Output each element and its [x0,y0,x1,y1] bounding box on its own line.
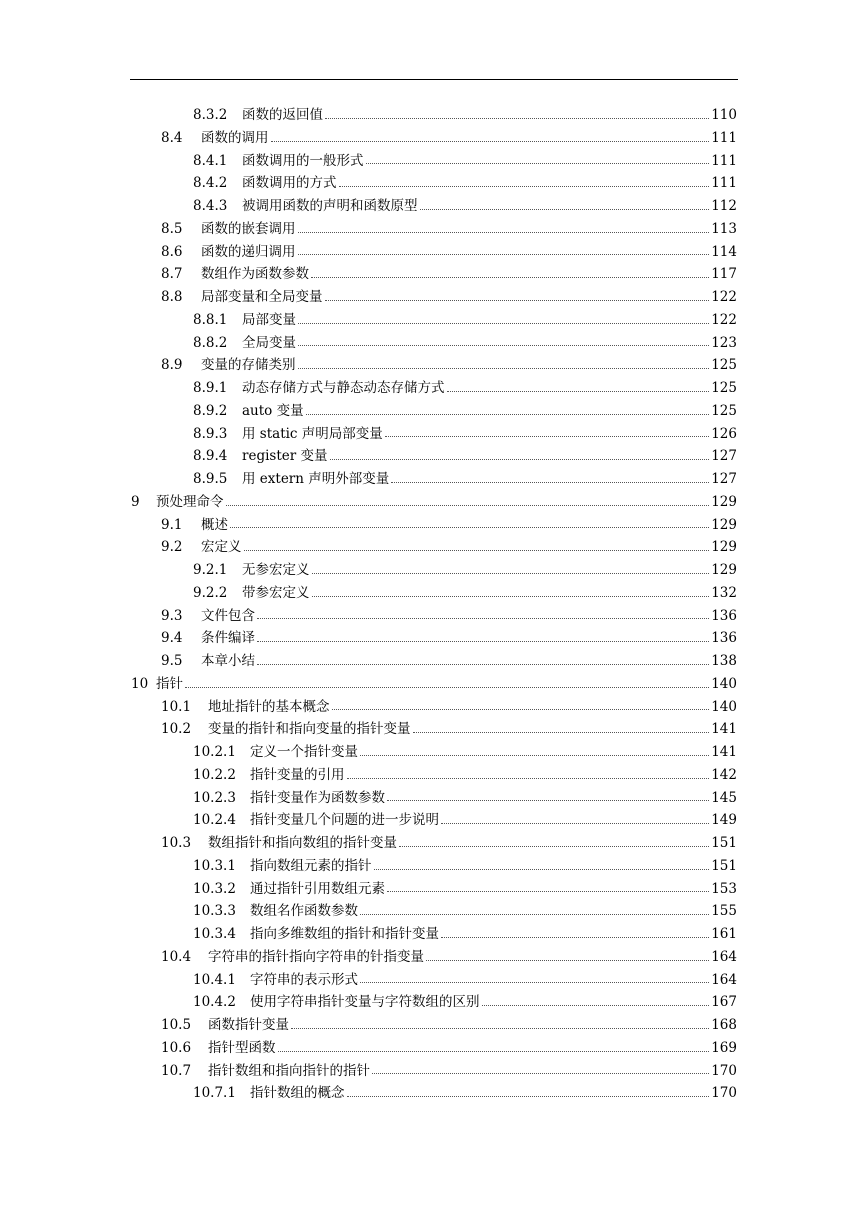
toc-entry-title: 指针数组和指向指针的指针 [208,1062,370,1079]
toc-entry-page: 151 [711,835,737,851]
toc-entry-page: 141 [711,744,737,760]
toc-entry-page: 169 [711,1039,737,1056]
dot-leader [325,118,709,119]
toc-entry-title: 指针 [156,675,183,692]
dot-leader [366,163,710,164]
toc-entry-title: 动态存储方式与静态动态存储方式 [242,380,445,396]
toc-entry-title: 函数调用的一般形式 [242,152,364,169]
dot-leader [311,277,709,278]
toc-entry-title: 条件编译 [201,630,255,647]
toc-entry-title: 指针型函数 [208,1039,276,1056]
toc-entry-page: 110 [711,107,737,123]
toc-entry-number: 8.5 [161,220,183,237]
dot-leader [374,869,710,870]
toc-entry-page: 125 [711,357,737,374]
toc-entry[interactable] [0,718,737,741]
toc-entry-page: 164 [711,948,737,965]
toc-entry-number: 9.2.2 [193,584,228,601]
toc-entry[interactable] [0,946,737,969]
toc-entry-page: 138 [711,653,737,669]
toc-entry-number: 8.9.3 [193,425,228,442]
toc-entry[interactable] [0,605,737,628]
toc-entry-number: 10.4 [161,948,192,965]
toc-entry-title: 指向多维数组的指针和指针变量 [250,926,439,942]
toc-entry[interactable] [0,309,737,332]
toc-entry-number: 10.5 [161,1017,192,1033]
toc-entry-title: 字符串的指针指向字符串的针指变量 [208,948,424,965]
toc-entry-number: 10.3.4 [193,926,236,942]
dot-leader [244,550,710,551]
toc-entry[interactable] [0,423,737,446]
toc-entry-page: 125 [711,380,737,396]
toc-entry-page: 167 [711,994,737,1011]
dot-leader [372,1073,709,1074]
toc-entry-number: 9.4 [161,630,183,647]
toc-entry-number: 9.2 [161,539,183,556]
toc-entry-title: 宏定义 [201,539,242,556]
toc-entry-title: 指向数组元素的指针 [250,857,372,874]
dot-leader [257,664,709,665]
dot-leader [426,960,709,961]
toc-entry-title: 使用字符串指针变量与字符数组的区别 [250,994,480,1011]
dot-leader [298,254,710,255]
toc-entry-title: 被调用函数的声明和函数原型 [242,198,418,214]
toc-entry-page: 123 [711,334,737,351]
toc-entry[interactable] [0,218,737,241]
dot-leader [306,414,710,415]
toc-entry-page: 136 [711,630,737,647]
toc-entry[interactable] [0,673,737,696]
toc-entry[interactable] [0,969,737,992]
toc-entry-title: 数组作为函数参数 [201,266,309,283]
toc-entry-page: 111 [711,152,737,169]
toc-entry-number: 10.3 [161,835,192,851]
dot-leader [420,209,710,210]
toc-entry[interactable] [0,286,737,309]
toc-entry-number: 8.8.1 [193,311,228,328]
dot-leader [391,482,709,483]
toc-entry[interactable] [0,468,737,491]
dot-leader [257,641,709,642]
toc-entry-page: 127 [711,471,737,487]
toc-entry-page: 170 [711,1085,737,1102]
toc-entry-page: 136 [711,607,737,624]
toc-entry-title: 函数指针变量 [208,1017,289,1033]
dot-leader [230,527,709,528]
toc-entry[interactable] [0,900,737,923]
toc-entry-page: 132 [711,584,737,601]
toc-entry-number: 10.2.1 [193,744,236,760]
toc-entry[interactable] [0,263,737,286]
toc-entry-title: auto 变量 [242,402,304,419]
toc-entry-title: 函数的嵌套调用 [201,220,296,237]
dot-leader [257,618,709,619]
toc-entry-page: 117 [711,266,737,283]
toc-entry-title: 文件包含 [201,607,255,624]
toc-entry-title: 指针变量作为函数参数 [250,789,385,806]
toc-entry-page: 114 [711,243,737,260]
dot-leader [360,755,709,756]
toc-entry-page: 129 [711,539,737,556]
toc-entry[interactable] [0,855,737,878]
dot-leader [413,732,710,733]
toc-entry-number: 8.9.1 [193,380,228,396]
toc-entry-page: 125 [711,402,737,419]
toc-entry[interactable] [0,491,737,514]
toc-entry-title: 指针变量的引用 [250,766,345,783]
toc-entry-number: 8.3.2 [193,107,228,123]
toc-entry[interactable] [0,582,737,605]
toc-entry[interactable] [0,923,737,946]
dot-leader [330,459,710,460]
dot-leader [325,300,710,301]
toc-entry-number: 8.8 [161,289,183,305]
toc-entry-title: 带参宏定义 [242,584,310,601]
toc-entry-page: 151 [711,857,737,874]
toc-entry-page: 170 [711,1062,737,1079]
toc-entry-number: 10.7 [161,1062,192,1079]
toc-entry-page: 140 [711,698,737,715]
toc-entry-number: 8.8.2 [193,334,228,351]
toc-entry-page: 164 [711,971,737,988]
toc-entry-page: 122 [711,311,737,328]
toc-entry-title: 概述 [201,516,228,533]
dot-leader [360,914,709,915]
toc-entry-number: 8.6 [161,243,183,260]
toc-entry[interactable] [0,150,737,173]
dot-leader [298,345,709,346]
toc-entry[interactable] [0,764,737,787]
toc-entry-title: 函数调用的方式 [242,175,337,192]
toc-entry-title: 本章小结 [201,653,255,669]
toc-entry-number: 9.3 [161,607,183,624]
toc-entry-number: 10.2 [161,721,192,738]
dot-leader [332,709,710,710]
toc-entry[interactable] [0,1082,737,1105]
toc-entry[interactable] [0,991,737,1014]
toc-entry[interactable] [0,195,737,218]
toc-entry[interactable] [0,332,737,355]
toc-entry[interactable] [0,832,737,855]
dot-leader [298,232,710,233]
toc-entry-title: 用 extern 声明外部变量 [242,471,390,487]
toc-entry-page: 142 [711,766,737,783]
toc-entry-title: 定义一个指针变量 [250,744,358,760]
dot-leader [399,846,709,847]
toc-entry[interactable] [0,741,737,764]
toc-entry-title: 局部变量 [242,311,296,328]
toc-entry[interactable] [0,445,737,468]
toc-entry[interactable] [0,696,737,719]
toc-entry-number: 10.3.2 [193,880,236,897]
dot-leader [347,778,710,779]
toc-entry-title: 变量的存储类别 [201,357,296,374]
toc-entry-title: 通过指针引用数组元素 [250,880,385,897]
toc-entry[interactable] [0,650,737,673]
toc-entry-number: 8.9.5 [193,471,228,487]
toc-entry-title: 函数的调用 [201,129,269,146]
toc-entry-number: 8.9.4 [193,448,228,465]
toc-entry-page: 149 [711,812,737,829]
toc-entry-page: 122 [711,289,737,305]
toc-entry[interactable] [0,809,737,832]
toc-entry-title: 数组名作函数参数 [250,903,358,920]
toc-entry-number: 9.1 [161,516,183,533]
toc-entry-title: 用 static 声明局部变量 [242,425,383,442]
toc-entry-number: 10.3.3 [193,903,236,920]
toc-entry[interactable] [0,241,737,264]
toc-entry-page: 112 [711,198,737,214]
toc-entry-title: 指针数组的概念 [250,1085,345,1102]
toc-entry[interactable] [0,1037,737,1060]
toc-entry-title: 无参宏定义 [242,562,310,578]
dot-leader [387,800,709,801]
toc-entry-title: register 变量 [242,448,328,465]
toc-entry-number: 10.2.4 [193,812,236,829]
table-of-contents [0,104,868,1105]
toc-entry[interactable] [0,377,737,400]
toc-entry[interactable] [0,104,737,127]
toc-entry-page: 161 [711,926,737,942]
toc-entry-number: 10.1 [161,698,192,715]
toc-entry[interactable] [0,127,737,150]
toc-entry[interactable] [0,787,737,810]
dot-leader [278,1051,710,1052]
toc-entry[interactable] [0,878,737,901]
toc-entry-title: 函数的返回值 [242,107,323,123]
toc-entry-title: 地址指针的基本概念 [208,698,330,715]
dot-leader [447,391,710,392]
toc-entry[interactable] [0,627,737,650]
toc-entry-number: 10.7.1 [193,1085,236,1102]
toc-entry-title: 局部变量和全局变量 [201,289,323,305]
toc-entry[interactable] [0,514,737,537]
toc-entry-number: 8.9 [161,357,183,374]
toc-entry-page: 126 [711,425,737,442]
toc-entry-number: 10.3.1 [193,857,236,874]
toc-entry-title: 变量的指针和指向变量的指针变量 [208,721,411,738]
toc-entry-number: 8.4 [161,129,183,146]
toc-entry-number: 10.2.3 [193,789,236,806]
toc-entry-page: 168 [711,1017,737,1033]
toc-entry-number: 10 [131,675,149,692]
toc-entry-title: 指针变量几个问题的进一步说明 [250,812,439,829]
toc-entry-title: 数组指针和指向数组的指针变量 [208,835,397,851]
toc-entry-page: 129 [711,562,737,578]
toc-entry-page: 129 [711,493,737,510]
toc-entry[interactable] [0,172,737,195]
dot-leader [482,1005,710,1006]
dot-leader [312,573,710,574]
dot-leader [347,1096,710,1097]
dot-leader [298,323,709,324]
toc-entry[interactable] [0,559,737,582]
toc-entry[interactable] [0,1060,737,1083]
dot-leader [298,368,710,369]
toc-entry-title: 全局变量 [242,334,296,351]
toc-entry-page: 113 [711,220,737,237]
toc-entry-page: 140 [711,675,737,692]
toc-entry-page: 153 [711,880,737,897]
toc-entry-number: 9.5 [161,653,183,669]
toc-entry-number: 9.2.1 [193,562,228,578]
toc-entry[interactable] [0,536,737,559]
header-rule [130,79,738,80]
toc-entry-number: 9 [131,493,140,510]
toc-entry-number: 8.4.1 [193,152,228,169]
dot-leader [226,505,710,506]
dot-leader [291,1028,709,1029]
toc-entry-page: 127 [711,448,737,465]
toc-entry-number: 10.4.2 [193,994,236,1011]
toc-entry-page: 111 [711,129,737,146]
toc-entry-page: 141 [711,721,737,738]
toc-entry-title: 函数的递归调用 [201,243,296,260]
toc-entry-number: 8.4.3 [193,198,228,214]
dot-leader [271,141,710,142]
toc-entry-page: 145 [711,789,737,806]
dot-leader [385,436,709,437]
toc-entry[interactable] [0,400,737,423]
toc-entry-number: 10.2.2 [193,766,236,783]
toc-entry-number: 10.6 [161,1039,192,1056]
dot-leader [339,186,710,187]
toc-entry-page: 155 [711,903,737,920]
toc-entry-title: 字符串的表示形式 [250,971,358,988]
dot-leader [387,891,709,892]
toc-entry-title: 预处理命令 [156,493,224,510]
toc-entry-number: 10.4.1 [193,971,236,988]
toc-entry-number: 8.9.2 [193,402,228,419]
toc-entry-page: 129 [711,516,737,533]
dot-leader [312,596,710,597]
dot-leader [441,937,709,938]
dot-leader [360,982,709,983]
dot-leader [441,823,709,824]
toc-entry[interactable] [0,354,737,377]
toc-entry-number: 8.4.2 [193,175,228,192]
toc-entry-page: 111 [711,175,737,192]
toc-entry[interactable] [0,1014,737,1037]
toc-entry-number: 8.7 [161,266,183,283]
dot-leader [185,687,709,688]
